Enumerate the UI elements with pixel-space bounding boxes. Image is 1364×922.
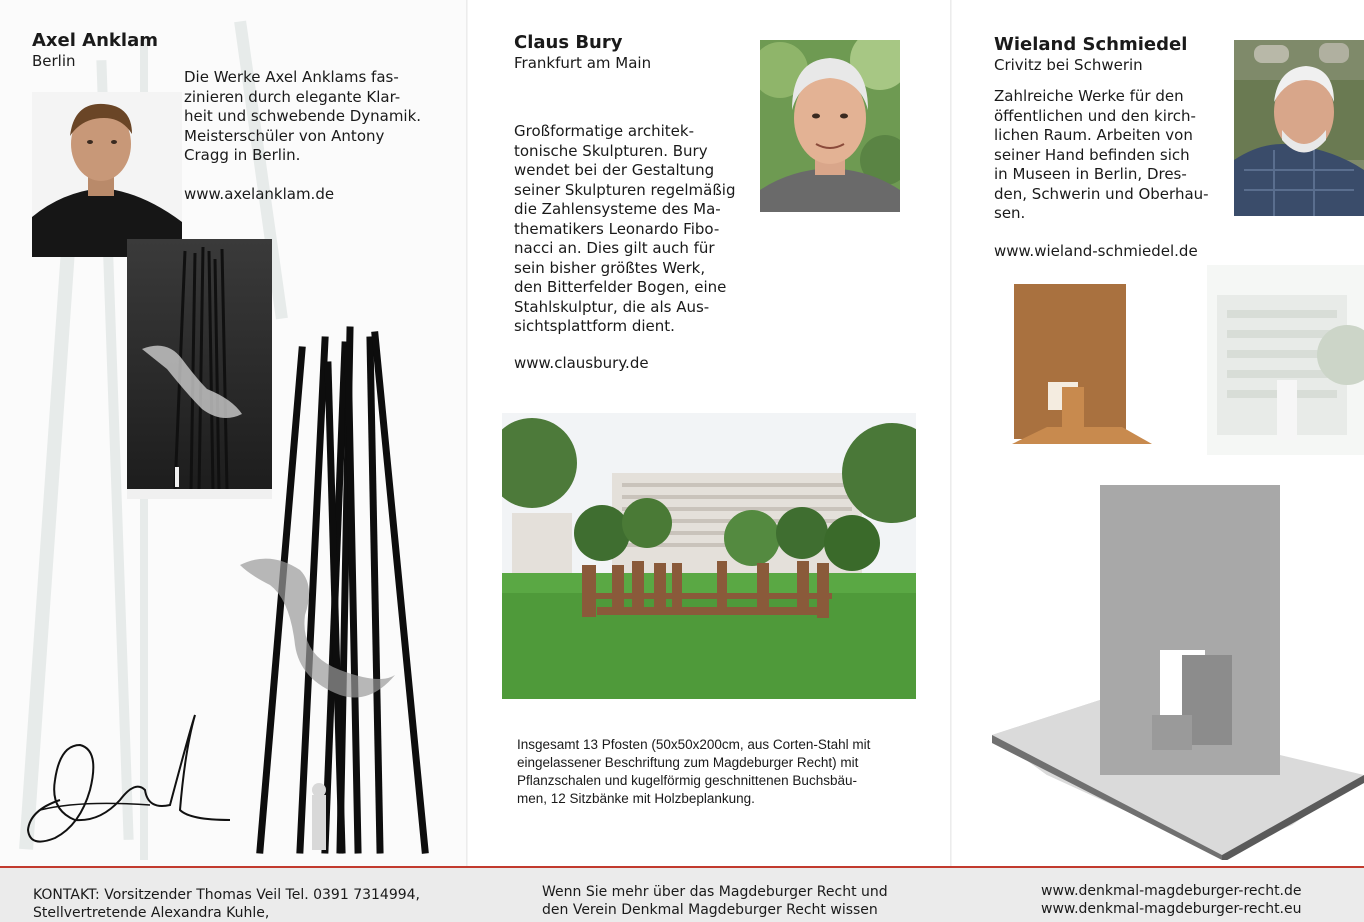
location-photo-faded <box>1207 265 1364 455</box>
sculpture-drawing <box>230 325 430 855</box>
artist-name: Wieland Schmiedel <box>994 34 1188 55</box>
footer-more-info: Wenn Sie mehr über das Magdeburger Recht und den Verein Denkmal Magdeburger Recht wissen <box>542 884 888 918</box>
footer-websites <box>1041 882 1302 918</box>
artist-portrait <box>760 40 900 212</box>
model-photo-concrete <box>992 485 1364 860</box>
panel-wieland-schmiedel <box>952 0 1364 866</box>
artist-city: Crivitz bei Schwerin <box>994 56 1143 74</box>
footer-link-eu[interactable]: www.denkmal-magdeburger-recht.eu <box>1041 901 1302 917</box>
panel-axel-anklam <box>0 0 468 866</box>
artist-portrait <box>1234 40 1364 216</box>
artist-signature <box>20 710 235 850</box>
artist-name: Claus Bury <box>514 32 623 53</box>
footer-link-de[interactable]: www.denkmal-magdeburger-recht.de <box>1041 883 1302 899</box>
artist-city: Frankfurt am Main <box>514 54 652 72</box>
model-photo-cardboard <box>1012 282 1157 457</box>
footer-contact: KONTAKT: Vorsitzender Thomas Veil Tel. 0391 7314994, Stellvertretende Alexandra Kuhle, <box>33 887 420 921</box>
artist-name: Axel Anklam <box>32 30 158 51</box>
footer-bar <box>0 866 1364 922</box>
installation-caption: Insgesamt 13 Pfosten (50x50x200cm, aus Corten-Stahl mit eingelassener Beschriftung zum Magdeburger Recht) mit Pflanzschalen und kugelförmig geschnittenen Buchsbäu- men, 12 Sitzbänke mit Holzbeplankung. <box>517 737 871 806</box>
panel-claus-bury <box>468 0 952 866</box>
artist-website-link[interactable]: www.axelanklam.de <box>184 185 335 203</box>
artist-city: Berlin <box>32 52 76 70</box>
artist-description: Zahlreiche Werke für den öffentlichen und den kirch- lichen Raum. Arbeiten von seiner Hand befinden sich in Museen in Berlin, Dres- den, Schwerin und Oberhau- sen. <box>994 87 1209 222</box>
artist-portrait <box>32 92 182 257</box>
sculpture-installation-photo <box>502 413 916 699</box>
artist-description: Großformatige architek- tonische Skulpturen. Bury wendet bei der Gestaltung seiner Skulpturen regelmäßig die Zahlensysteme des Ma- thematikers Leonardo Fibo- nacci an. Dies gilt auch für sein bisher größtes Werk, den Bitterfelder Bogen, eine Stahlskulptur, die als Aus- sichtsplattform dient. <box>514 122 736 335</box>
artist-description: Die Werke Axel Anklams fas- zinieren durch elegante Klar- heit und schwebende Dynamik. Meisterschüler von Antony Cragg in Berlin. <box>184 68 422 164</box>
artist-website-link[interactable]: www.clausbury.de <box>514 354 649 372</box>
artist-website-link[interactable]: www.wieland-schmiedel.de <box>994 242 1198 260</box>
